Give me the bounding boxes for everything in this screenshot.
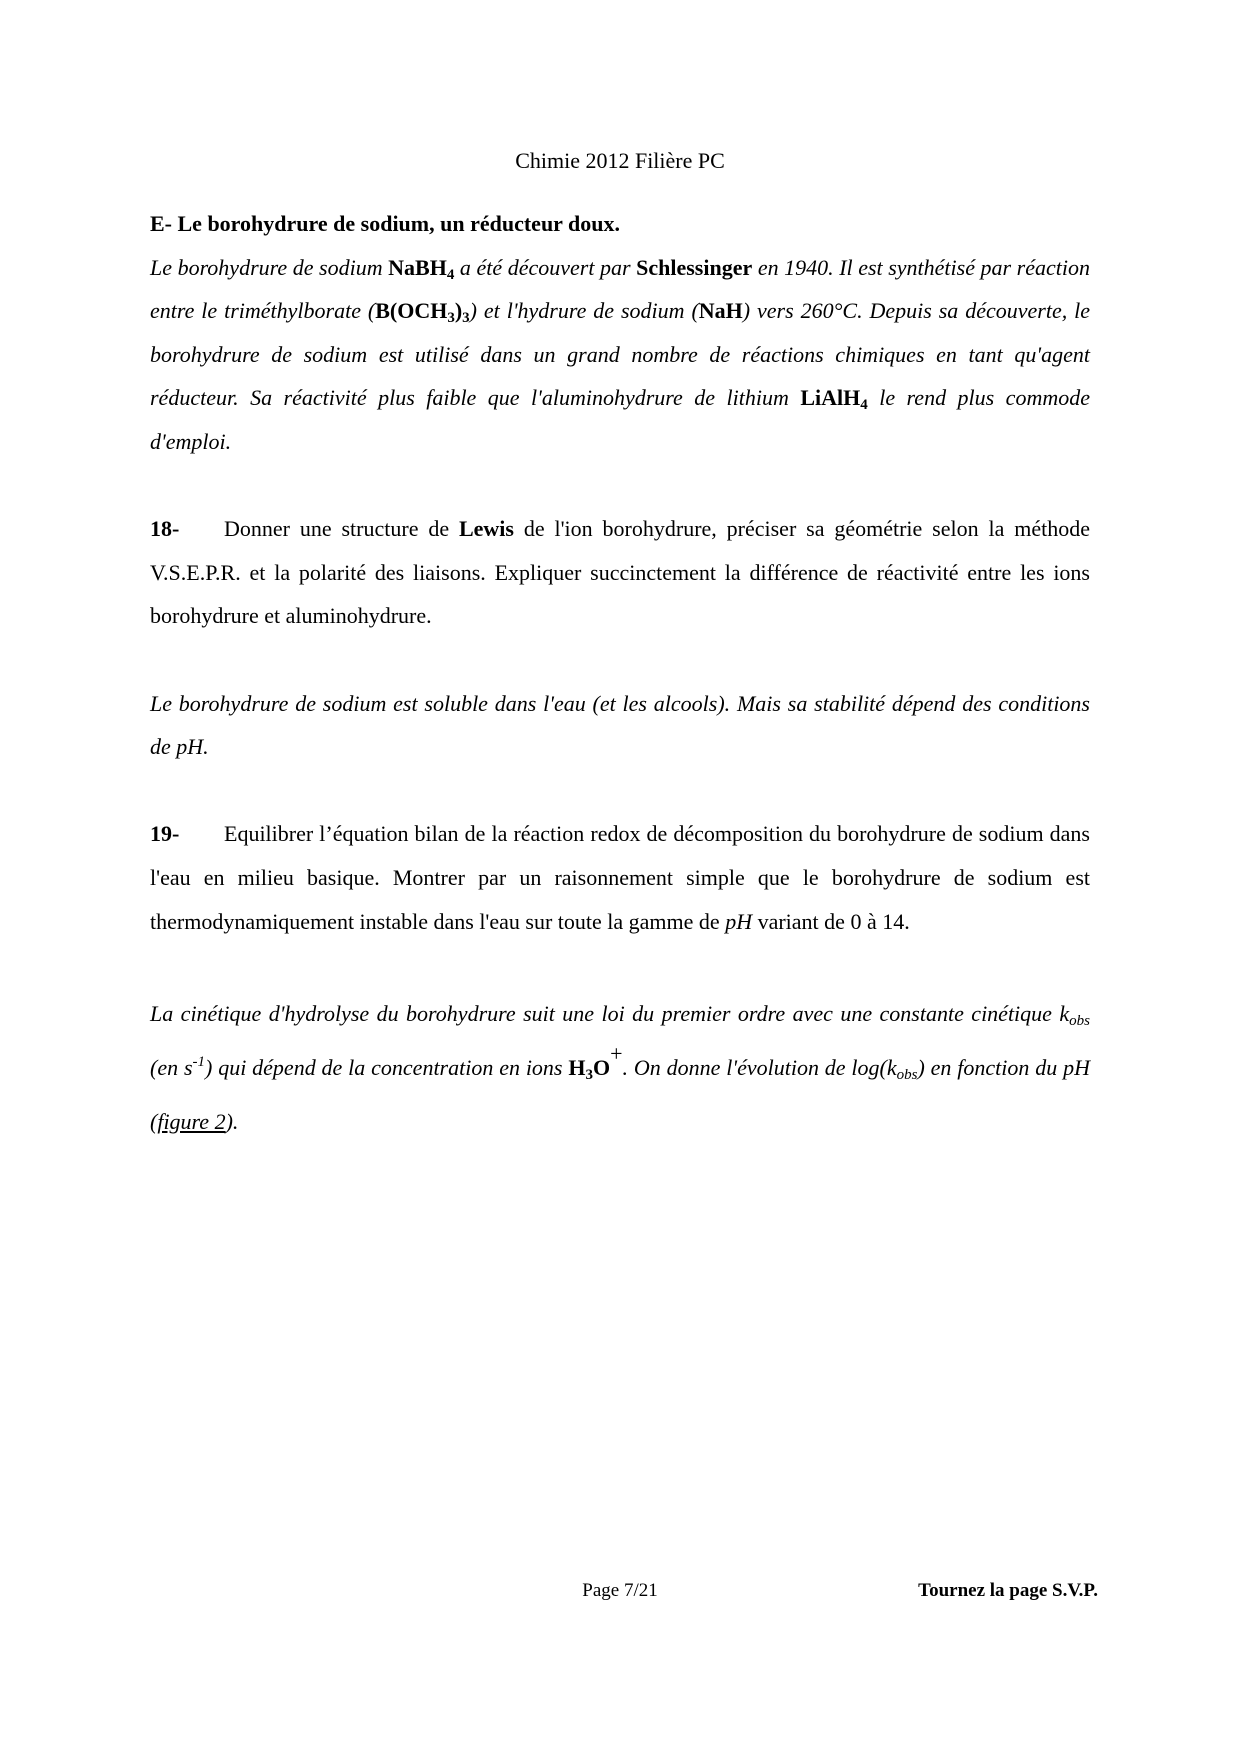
question-19: 19- Equilibrer l’équation bilan de la réaction redox de décomposition du borohydrure de sodium dans l'eau en milieu basique. Montrer par un raisonnement simple que le borohydrure de sodium est thermodynamiquement instable dans l'eau sur toute la gamme de pH variant de 0 à 14. <box>150 812 1090 943</box>
question-number: 19- <box>150 821 180 847</box>
page-content <box>150 202 1090 1149</box>
page-header: Chimie 2012 Filière PC <box>515 148 725 173</box>
figure-2-link[interactable]: figure 2 <box>157 1108 226 1134</box>
formula-h3o-plus: $H_3O+$ <box>568 1040 623 1083</box>
author-name: Schlessinger <box>636 254 753 280</box>
lewis-term: Lewis <box>458 516 514 542</box>
ph-term: pH <box>725 908 753 934</box>
formula-nabh4: NaBH$_4$ <box>388 254 455 283</box>
page-number: Page 7/21 <box>582 1580 658 1601</box>
turn-page-note: Tournez la page S.V.P. <box>918 1580 1098 1601</box>
formula-trimethylborate: $B(OCH_3)_3$ <box>375 298 470 327</box>
solubility-note: Le borohydrure de sodium est soluble dans l'eau (et les alcools). Mais sa stabilité dépend des conditions de pH. <box>150 690 1090 760</box>
section-title: E- Le borohydrure de sodium, un réducteur doux. <box>150 211 621 236</box>
question-18: 18- Donner une structure de Lewis de l'ion borohydrure, préciser sa géométrie selon la méthode V.S.E.P.R. et la polarité des liaisons. Expliquer succinctement la différence de réactivité entre les ions borohydrure et aluminohydrure. <box>150 507 1090 638</box>
question-number: 18- <box>150 516 180 542</box>
formula-nah: NaH <box>698 298 743 324</box>
intro-paragraph: Le borohydrure de sodium NaBH$_4$ a été découvert par Schlessinger en 1940. Il est synthétisé par réaction entre le triméthylborate $(B(OCH_3)_3)$ et l'hydrure de sodium (NaH) vers 260°C. Depuis sa découverte, le borohydrure de sodium est utilisé dans un grand nombre de réactions chimiques en tant qu'agent réducteur. Sa réactivité plus faible que l'aluminohydrure de lithium LiAlH$_4$ le rend plus commode d'emploi. <box>150 254 1090 454</box>
formula-lialh4: LiAlH$_4$ <box>800 385 868 414</box>
kinetics-note: La cinétique d'hydrolyse du borohydrure suit une loi du premier ordre avec une constante cinétique $k_{obs}$ (en $s^{-1}$) qui dépend de la concentration en ions $H_3O+$. On donne l'évolution de $\log(k_{obs})$ en fonction du pH (figure 2). <box>150 1000 1090 1134</box>
